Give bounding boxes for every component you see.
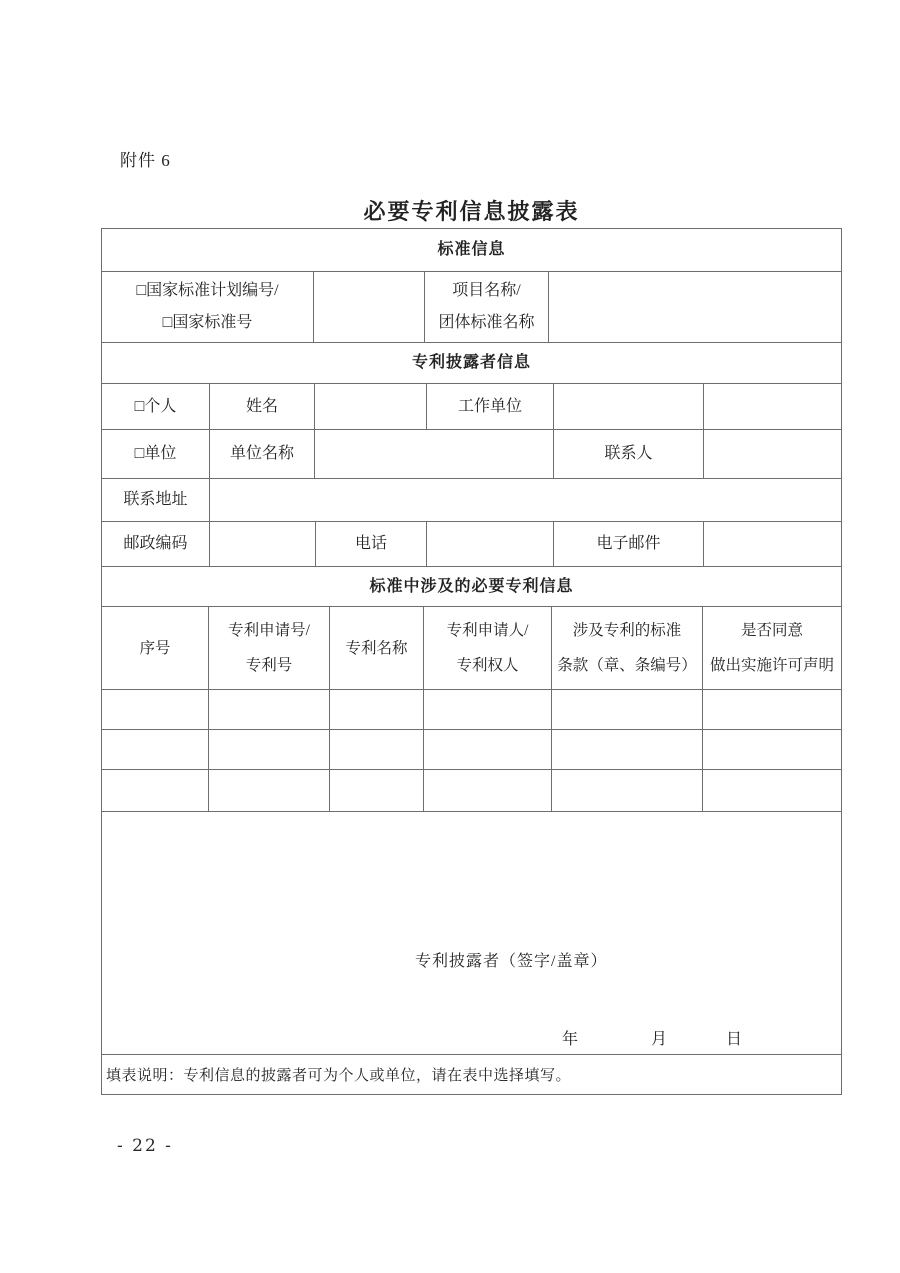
- empty-cell: [702, 690, 841, 729]
- address-row: [102, 478, 841, 521]
- column-header-standard-clauses: [551, 607, 702, 689]
- patent-data-row-3: [102, 769, 841, 811]
- page-title: 必要专利信息披露表: [363, 199, 580, 224]
- empty-cell: [102, 690, 208, 729]
- project-name-value-cell: [548, 272, 841, 342]
- empty-cell: [208, 730, 329, 769]
- column-header-applicant-line2: 专利权人: [456, 657, 519, 674]
- year-label: 年: [562, 1031, 579, 1048]
- column-header-serial-line1: 序号: [139, 639, 171, 657]
- column-header-applicant: [423, 607, 551, 689]
- unit-checkbox-cell: [102, 430, 209, 478]
- email-label: 电子邮件: [596, 535, 661, 552]
- empty-cell: [702, 730, 841, 769]
- email-value-cell: [703, 522, 841, 566]
- standard-info-header-row: [102, 229, 841, 271]
- column-header-standard-clauses-line2: 条款（章、条编号）: [557, 657, 697, 674]
- empty-cell: [329, 730, 423, 769]
- standard-info-header: [102, 229, 841, 271]
- empty-cell: [551, 770, 702, 811]
- signature-label: 专利披露者（签字/盖章）: [415, 953, 608, 970]
- patent-info-header-row: [102, 566, 841, 606]
- signature-area: [102, 811, 841, 1054]
- standard-number-label-cell: [102, 272, 313, 342]
- empty-cell: [208, 770, 329, 811]
- address-label-cell: [102, 479, 209, 521]
- work-unit-value-cell: [553, 384, 703, 429]
- empty-cell: [329, 690, 423, 729]
- discloser-info-header: [102, 343, 841, 383]
- postal-phone-email-row: [102, 521, 841, 566]
- disclosure-form-table: [101, 228, 842, 1095]
- column-header-license-agreement-line1: 是否同意: [740, 622, 803, 639]
- individual-extra-cell: [703, 384, 841, 429]
- column-header-application-number-line2: 专利号: [245, 657, 293, 674]
- address-value-cell: [209, 479, 841, 521]
- postal-code-value-cell: [209, 522, 315, 566]
- project-name-label-cell: [424, 272, 548, 342]
- standard-number-label-line2: □国家标准号: [162, 314, 253, 331]
- individual-checkbox-label: □个人: [134, 397, 177, 415]
- name-label-cell: [209, 384, 314, 429]
- empty-cell: [102, 730, 208, 769]
- phone-label-cell: [315, 522, 426, 566]
- standard-number-label-line1: □国家标准计划编号/: [136, 282, 279, 299]
- empty-cell: [551, 690, 702, 729]
- postal-code-label: 邮政编码: [123, 535, 188, 552]
- empty-cell: [551, 730, 702, 769]
- patent-data-row-1: [102, 689, 841, 729]
- empty-cell: [329, 770, 423, 811]
- column-header-patent-name-line1: 专利名称: [345, 639, 408, 657]
- empty-cell: [423, 730, 551, 769]
- patent-columns-header-row: [102, 606, 841, 689]
- project-name-label-line1: 项目名称/: [452, 282, 521, 299]
- standard-number-value-cell: [313, 272, 424, 342]
- contact-person-label-cell: [553, 430, 703, 478]
- discloser-info-header-label: 专利披露者信息: [411, 354, 531, 371]
- phone-label: 电话: [354, 535, 387, 552]
- column-header-license-agreement: [702, 607, 841, 689]
- standard-info-header-label: 标准信息: [437, 241, 506, 258]
- unit-name-label: 单位名称: [229, 445, 294, 462]
- address-label: 联系地址: [123, 491, 188, 508]
- work-unit-label: 工作单位: [457, 397, 522, 415]
- phone-value-cell: [426, 522, 553, 566]
- empty-cell: [423, 770, 551, 811]
- column-header-application-number: [208, 607, 329, 689]
- name-label: 姓名: [245, 397, 278, 415]
- column-header-license-agreement-line2: 做出实施许可声明: [709, 657, 834, 674]
- discloser-info-header-row: [102, 342, 841, 383]
- unit-checkbox-label: □单位: [134, 445, 177, 462]
- postal-code-label-cell: [102, 522, 209, 566]
- patent-info-header-label: 标准中涉及的必要专利信息: [369, 577, 574, 595]
- footer-note-row: [102, 1054, 841, 1094]
- project-name-label-line2: 团体标准名称: [438, 314, 535, 331]
- unit-name-label-cell: [209, 430, 314, 478]
- individual-row: [102, 383, 841, 429]
- empty-cell: [702, 770, 841, 811]
- column-header-standard-clauses-line1: 涉及专利的标准: [572, 622, 682, 639]
- standard-number-row: [102, 271, 841, 342]
- attachment-label: 附件 6: [120, 151, 171, 170]
- contact-person-label: 联系人: [604, 445, 653, 462]
- column-header-patent-name: [329, 607, 423, 689]
- column-header-applicant-line1: 专利申请人/: [446, 622, 529, 639]
- unit-row: [102, 429, 841, 478]
- empty-cell: [208, 690, 329, 729]
- contact-person-value-cell: [703, 430, 841, 478]
- email-label-cell: [553, 522, 703, 566]
- empty-cell: [102, 770, 208, 811]
- column-header-serial: [102, 607, 208, 689]
- month-label: 月: [651, 1031, 668, 1048]
- work-unit-label-cell: [426, 384, 553, 429]
- name-value-cell: [314, 384, 426, 429]
- column-header-application-number-line1: 专利申请号/: [228, 622, 310, 639]
- patent-data-row-2: [102, 729, 841, 769]
- page-number: - 22 -: [117, 1136, 173, 1156]
- day-label: 日: [726, 1031, 743, 1048]
- unit-name-value-cell: [314, 430, 553, 478]
- individual-checkbox-cell: [102, 384, 209, 429]
- footer-note-text: 填表说明：专利信息的披露者可为个人或单位，请在表中选择填写。: [106, 1068, 572, 1084]
- patent-info-header: [102, 567, 841, 606]
- empty-cell: [423, 690, 551, 729]
